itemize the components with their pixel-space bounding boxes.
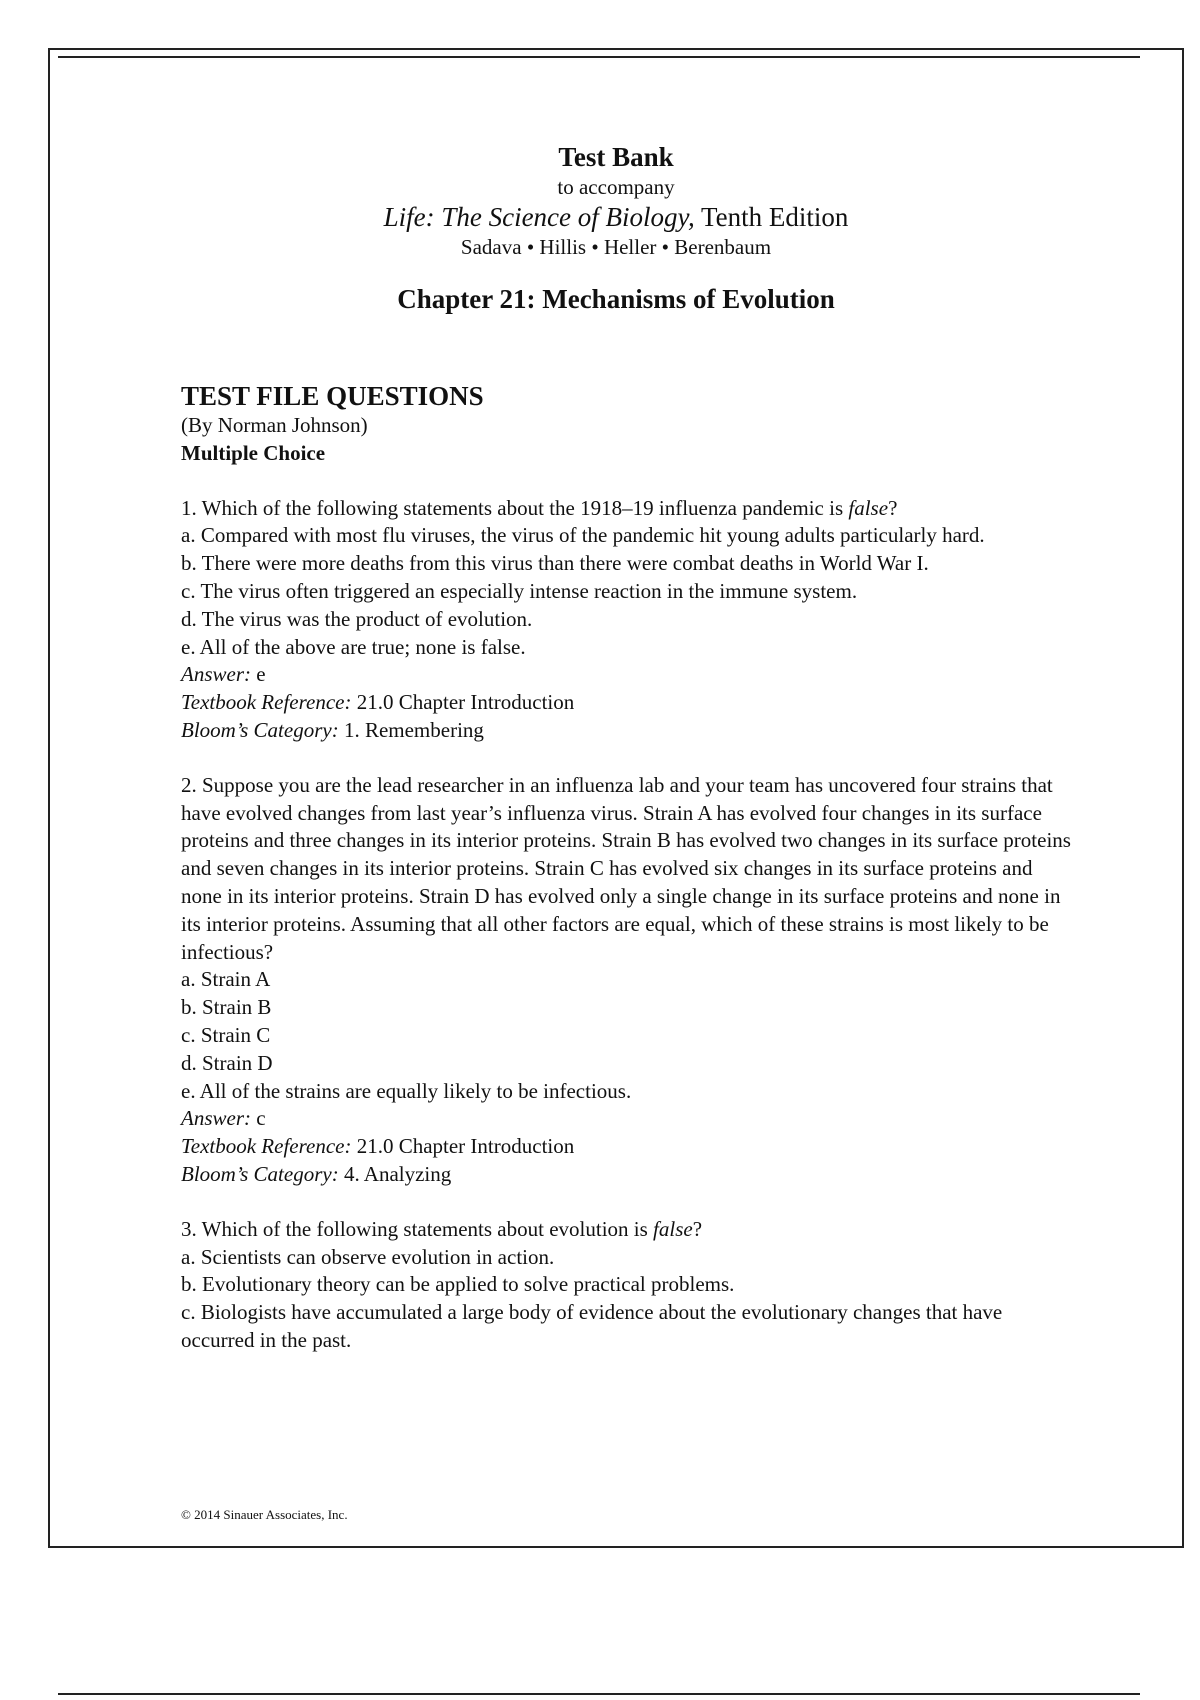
bloom-line: [181, 717, 1071, 745]
bloom-value: 4. Analyzing: [343, 1161, 452, 1186]
section-title: TEST FILE QUESTIONS: [181, 381, 484, 411]
stem-punct: ?: [888, 495, 898, 520]
document-title: Test Bank: [558, 142, 674, 172]
top-rule: [58, 56, 1140, 58]
answer-line: [181, 1105, 1071, 1133]
question-stem: 2. Suppose you are the lead researcher in an influenza lab and your team has uncovered four strains that have evolved changes from last year’s influenza virus. Strain A has evolved four changes in its surface proteins and three changes in its interior proteins. Strain B has evolved two changes in its surface proteins and seven changes in its interior proteins. Strain C has evolved six changes in its surface proteins and none in its interior proteins. Strain D has evolved only a single change in its surface proteins and none in its interior proteins. Assuming that all other factors are equal, which of these strains is most likely to be infectious?: [181, 772, 1071, 964]
stem-text: 3. Which of the following statements about evolution is: [181, 1216, 654, 1241]
answer-label: Answer:: [181, 1106, 251, 1131]
reference-label: Textbook Reference:: [181, 1134, 352, 1159]
document-header: [181, 140, 1051, 316]
copyright-footer: © 2014 Sinauer Associates, Inc.: [181, 1507, 348, 1522]
stem-punct: ?: [692, 1216, 703, 1241]
answer-option: a. Scientists can observe evolution in action.: [181, 1244, 555, 1269]
bloom-label: Bloom’s Category:: [181, 717, 339, 742]
book-edition: Tenth Edition: [701, 202, 849, 232]
answer-option: b. Evolutionary theory can be applied to solve practical problems.: [181, 1272, 735, 1297]
answer-label: Answer:: [181, 662, 251, 687]
answer-option: e. All of the strains are equally likely to be infectious.: [181, 1078, 632, 1103]
answer-option: a. Strain A: [181, 967, 271, 992]
answer-option: c. Strain C: [181, 1022, 271, 1047]
question-1: [181, 495, 1071, 745]
question-3: [181, 1216, 1071, 1355]
reference-label: Textbook Reference:: [181, 690, 352, 715]
bloom-label: Bloom’s Category:: [181, 1161, 339, 1186]
bloom-line: [181, 1161, 1071, 1189]
answer-option: c. The virus often triggered an especially intense reaction in the immune system.: [181, 578, 858, 603]
authors: Sadava • Hillis • Heller • Berenbaum: [460, 235, 772, 259]
answer-value: c: [256, 1106, 266, 1131]
reference-line: [181, 1133, 1071, 1161]
reference-value: 21.0 Chapter Introduction: [356, 1134, 575, 1159]
answer-option: d. The virus was the product of evolution.: [181, 606, 533, 631]
question-stem: [181, 1216, 1071, 1244]
answer-option: b. Strain B: [181, 995, 272, 1020]
document-body: [181, 380, 1071, 1382]
bloom-value: 1. Remembering: [343, 717, 484, 742]
reference-line: [181, 689, 1071, 717]
book-title-line: [181, 200, 1051, 234]
question-stem: [181, 495, 1071, 523]
section-byline: (By Norman Johnson): [181, 413, 368, 437]
answer-value: e: [256, 662, 266, 687]
answer-option: b. There were more deaths from this virus than there were combat deaths in World War I.: [181, 551, 929, 576]
answer-line: [181, 661, 1071, 689]
bottom-rule: [58, 1693, 1140, 1695]
answer-option: c. Biologists have accumulated a large body of evidence about the evolutionary changes that have occurred in the past.: [181, 1300, 1003, 1352]
reference-value: 21.0 Chapter Introduction: [356, 690, 575, 715]
chapter-title: Chapter 21: Mechanisms of Evolution: [397, 284, 835, 314]
stem-emphasis: false: [653, 1216, 693, 1241]
answer-option: e. All of the above are true; none is false.: [181, 634, 526, 659]
multiple-choice-heading: Multiple Choice: [181, 440, 326, 465]
answer-option: d. Strain D: [181, 1050, 273, 1075]
stem-emphasis: false: [848, 495, 889, 520]
document-subtitle: to accompany: [557, 175, 675, 199]
stem-text: 1. Which of the following statements about the 1918–19 influenza pandemic is: [181, 495, 849, 520]
answer-option: a. Compared with most flu viruses, the virus of the pandemic hit young adults particularly hard.: [181, 523, 985, 548]
book-title: Life: The Science of Biology,: [383, 202, 695, 232]
question-2: [181, 772, 1071, 1189]
